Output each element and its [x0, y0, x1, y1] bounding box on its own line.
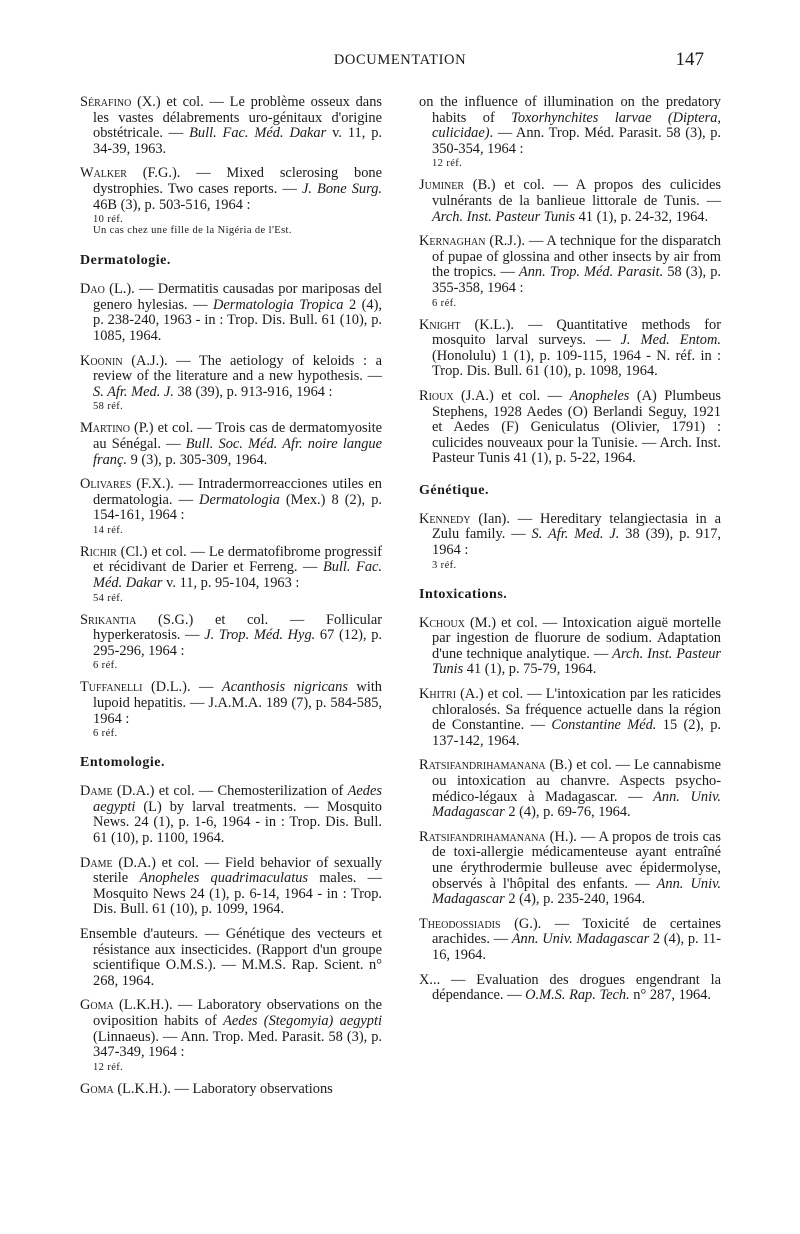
- entry-note: Un cas chez une fille de la Nigéria de l'Est.: [93, 225, 292, 237]
- bibliography-entry: [419, 178, 721, 225]
- bibliography-entry: [419, 318, 721, 380]
- entry-details: . — Ann. Trop. Méd. Parasit. 58 (3), p. 350-354, 1964 :: [432, 125, 721, 157]
- entry-text: X... — Evaluation des drogues engendrant la dépendance. —: [419, 971, 721, 1004]
- section-heading-entomologie: Entomologie.: [80, 755, 165, 771]
- entry-journal: Aedes aegypti: [93, 783, 382, 815]
- entry-references-count: 14 réf.: [93, 524, 124, 536]
- entry-text: Ensemble d'auteurs. — Génétique des vecteurs et résistance aux insecticides. (Rapport d'un groupe scientifique O.M.S.). — M.M.S. Rap. Scient. n° 268, 1964.: [80, 925, 382, 989]
- entry-author: Knight: [419, 316, 461, 333]
- entry-journal: O.M.S. Rap. Tech.: [525, 987, 630, 1004]
- entry-author: Kernaghan: [419, 233, 486, 250]
- left-pre-list: [80, 95, 382, 237]
- entry-journal: Bull. Fac. Méd. Dakar: [93, 559, 382, 592]
- entry-author: Martino: [80, 420, 130, 437]
- bibliography-entry: [80, 545, 382, 604]
- entry-details: 15 (2), p. 137-142, 1964.: [432, 717, 721, 749]
- entry-journal: J. Med. Entom.: [620, 332, 721, 349]
- entry-journal: Constantine Méd.: [551, 717, 657, 734]
- bibliography-entry: [419, 758, 721, 820]
- entry-author: Kchoux: [419, 614, 465, 631]
- entry-details: 41 (1), p. 24-32, 1964.: [574, 208, 709, 225]
- entry-details: 58 (3), p. 355-358, 1964 :: [432, 264, 721, 296]
- entry-journal: Bull. Fac. Méd. Dakar: [189, 125, 327, 142]
- bibliography-entry: [419, 973, 721, 1004]
- running-title: DOCUMENTATION: [333, 52, 467, 68]
- entry-text: (R.J.). — A technique for the disparatch of pupae of glossina and other insects by air from the tropics. —: [432, 233, 721, 281]
- entry-references-count: 54 réf.: [93, 592, 124, 604]
- entry-references-count: 6 réf.: [93, 728, 118, 740]
- entry-text: (J.A.) et col. —: [453, 387, 570, 404]
- entry-references-count: 10 réf.: [93, 214, 124, 226]
- bibliography-entry: [419, 616, 721, 678]
- section-heading-dermatologie: Dermatologie.: [80, 253, 171, 269]
- bibliography-entry: [419, 830, 721, 908]
- entry-author: Goma: [80, 997, 114, 1014]
- entry-text: (P.) et col. — Trois cas de dermatomyosite au Sénégal. —: [93, 420, 382, 452]
- entry-details: 46B (3), p. 503-516, 1964 :: [93, 196, 251, 213]
- right-column: [419, 95, 721, 1013]
- entry-author: Goma: [80, 1080, 114, 1097]
- entry-journal: Dermatologia: [199, 491, 280, 508]
- entry-details: (Linnaeus). — Ann. Trop. Med. Parasit. 58 (3), p. 347-349, 1964 :: [93, 1028, 382, 1061]
- bibliography-entry: [80, 421, 382, 468]
- bibliography-entry: [80, 166, 382, 237]
- entry-author: Juminer: [419, 177, 465, 194]
- entry-journal: S. Afr. Med. J.: [93, 383, 174, 400]
- entry-details: v. 11, p. 95-104, 1963 :: [162, 575, 300, 592]
- entry-author: Koonin: [80, 352, 123, 369]
- entry-journal: S. Afr. Med. J.: [531, 526, 620, 543]
- bibliography-entry: [419, 389, 721, 467]
- bibliography-entry: [419, 917, 721, 964]
- entry-references-count: 12 réf.: [432, 158, 463, 170]
- entry-journal: Anopheles: [569, 387, 630, 404]
- entry-text: on the influence of illumination on the predatory habits of: [419, 94, 721, 126]
- page-number: 147: [675, 49, 704, 70]
- entry-journal: Arch. Inst. Pasteur Tunis: [432, 645, 722, 678]
- bibliography-entry: [80, 95, 382, 157]
- entry-details: 9 (3), p. 305-309, 1964.: [126, 451, 268, 468]
- entry-text: (D.L.). —: [142, 679, 222, 696]
- entry-author: Dame: [80, 783, 113, 800]
- entry-text: (X.) et col. — Le problème osseux dans les vastes délabrements uro-génitaux d'origine obstétricale. —: [93, 94, 382, 142]
- entry-journal: J. Trop. Méd. Hyg.: [204, 627, 316, 644]
- entry-text: (Cl.) et col. — Le dermatofibrome progressif et récidivant de Darier et Ferreng. —: [93, 543, 382, 576]
- entry-author: Srikantia: [80, 611, 137, 628]
- entry-text: (M.) et col. — Intoxication aiguë mortelle par ingestion de fluorure de sodium. Adaptation d'une technique analytique. —: [432, 614, 721, 662]
- intoxications-list: [419, 616, 721, 1004]
- entry-text: (D.A.) et col. — Chemosterilization of: [112, 783, 348, 800]
- entry-details: v. 11, p. 34-39, 1963.: [93, 125, 382, 157]
- bibliography-entry: [80, 613, 382, 672]
- bibliography-entry: [80, 282, 382, 344]
- entry-details: 2 (4), p. 11-16, 1964.: [432, 931, 721, 963]
- entry-text: (H.). — A propos de trois cas de toxi-allergie médicamenteuse ayant entraîné une érythrodermie bulleuse avec épidermolyse, observés à l'hôpital des enfants. —: [432, 828, 721, 892]
- bibliography-entry: [80, 784, 382, 846]
- entry-details: 38 (39), p. 913-916, 1964 :: [173, 383, 333, 400]
- entry-journal: Aedes (Stegomyia) aegypti: [223, 1012, 383, 1029]
- entry-details: (L) by larval treatments. — Mosquito News. 24 (1), p. 1-6, 1964 - in : Trop. Dis. Bull. 61 (10), p. 1100, 1964.: [93, 798, 382, 846]
- right-pre-list: [419, 95, 721, 467]
- entry-text: (L.K.H.). — Laboratory observations: [113, 1080, 333, 1097]
- bibliography-entry: [419, 95, 721, 169]
- entry-text: (L.K.H.). — Laboratory observations on the oviposition habits of: [93, 997, 382, 1029]
- entry-text: (F.X.). — Intradermorreacciones utiles en dermatologia. —: [93, 476, 382, 508]
- bibliography-entry: [419, 512, 721, 571]
- entry-references-count: 58 réf.: [93, 401, 124, 413]
- entry-journal: Dermatologia Tropica: [212, 296, 344, 313]
- entry-text: (B.) et col. — Le cannabisme ou intoxication au chanvre. Aspects psycho-médico-légaux à Madagascar. —: [432, 757, 721, 805]
- page-header: [0, 49, 800, 74]
- entry-details: (A) Plumbeus Stephens, 1928 Aedes (O) Berlandi Seguy, 1921 et Aedes (F) Geniculatus (Olivier, 1791) : culicides nouveaux pour la Tunisie. — Arch. Inst. Pasteur Tunis 41 (1), p. 5-22, 1964.: [432, 387, 721, 467]
- entry-journal: Bull. Soc. Méd. Afr. noire langue franç.: [93, 435, 382, 468]
- entry-text: (D.A.) et col. — Field behavior of sexually sterile: [93, 854, 382, 887]
- entry-text: (L.). — Dermatitis causadas por mariposas del genero hylesias. —: [93, 281, 382, 313]
- entry-author: Ratsifandrihamanana: [419, 757, 546, 774]
- entry-journal: Ann. Univ. Madagascar: [432, 875, 721, 908]
- entry-text: (Ian). — Hereditary telangiectasia in a Zulu family. —: [432, 510, 721, 543]
- entry-journal: Arch. Inst. Pasteur Tunis: [432, 208, 575, 225]
- entry-details: 67 (12), p. 295-296, 1964 :: [93, 627, 382, 659]
- entry-journal: Ann. Trop. Méd. Parasit.: [518, 264, 664, 281]
- entry-author: Rioux: [419, 387, 454, 404]
- entry-author: Olivares: [80, 476, 132, 493]
- entry-author: Khitri: [419, 686, 457, 703]
- entry-author: Theodossiadis: [419, 915, 501, 932]
- entry-details: n° 287, 1964.: [629, 987, 712, 1004]
- entry-text: (G.). — Toxicité de certaines arachides. —: [432, 915, 721, 948]
- entry-references-count: 3 réf.: [432, 559, 457, 571]
- bibliography-entry: [80, 680, 382, 739]
- entry-text: (S.G.) et col. — Follicular hyperkeratosis. —: [93, 611, 382, 644]
- entry-details: 38 (39), p. 917, 1964 :: [432, 526, 721, 559]
- entry-text: (A.J.). — The aetiology of keloids : a review of the literature and a new hypothesis. —: [93, 352, 382, 385]
- entry-author: Walker: [80, 165, 127, 182]
- entry-text: (K.L.). — Quantitative methods for mosquito larval surveys. —: [432, 316, 721, 349]
- entry-journal: Ann. Univ. Madagascar: [511, 931, 650, 948]
- entry-references-count: 6 réf.: [93, 660, 118, 672]
- bibliography-entry: [80, 354, 382, 413]
- entry-details: (Mex.) 8 (2), p. 154-161, 1964 :: [93, 491, 382, 524]
- section-heading-genetique: Génétique.: [419, 482, 489, 498]
- entry-journal: J. Bone Surg.: [301, 180, 382, 197]
- entry-author: Dame: [80, 854, 113, 871]
- dermatologie-list: [80, 282, 382, 739]
- entry-author: Kennedy: [419, 510, 471, 527]
- entry-author: Dao: [80, 281, 105, 298]
- entry-details: males. — Mosquito News 24 (1), p. 6-14, 1964 - in : Trop. Dis. Bull. 61 (10), p. 1099, 1964.: [93, 870, 382, 918]
- entry-references-count: 12 réf.: [93, 1061, 124, 1073]
- bibliography-entry: [80, 477, 382, 536]
- entry-details: (Honolulu) 1 (1), p. 109-115, 1964 - N. réf. in : Trop. Dis. Bull. 61 (10), p. 1098, 1964.: [432, 347, 721, 380]
- entry-details: with lupoid hepatitis. — J.A.M.A. 189 (7), p. 584-585, 1964 :: [93, 679, 383, 727]
- entry-details: 2 (4), p. 235-240, 1964.: [504, 891, 646, 908]
- entomologie-list: [80, 784, 382, 1097]
- entry-text: (F.G.). — Mixed sclerosing bone dystrophies. Two cases reports. —: [93, 165, 382, 197]
- entry-author: Richir: [80, 543, 117, 560]
- entry-text: (A.) et col. — L'intoxication par les raticides chloralosés. Sa fréquence actuelle dans la région de Constantine. —: [432, 686, 721, 734]
- bibliography-entry: [80, 1082, 382, 1098]
- bibliography-entry: [80, 856, 382, 918]
- bibliography-entry: [80, 927, 382, 989]
- entry-author: Tuffanelli: [80, 679, 143, 696]
- entry-journal: Acanthosis nigricans: [221, 679, 348, 696]
- section-heading-intoxications: Intoxications.: [419, 586, 508, 602]
- entry-references-count: 6 réf.: [432, 297, 457, 309]
- entry-details: 41 (1), p. 75-79, 1964.: [463, 661, 597, 678]
- bibliography-entry: [419, 687, 721, 749]
- entry-details: 2 (4), p. 238-240, 1963 - in : Trop. Dis. Bull. 61 (10), p. 1085, 1964.: [93, 296, 382, 344]
- entry-text: (B.) et col. — A propos des culicides vulnérants de la banlieue littorale de Tunis. —: [432, 177, 721, 209]
- entry-journal: Anopheles quadrimaculatus: [139, 870, 309, 887]
- entry-journal: Ann. Univ. Madagascar: [432, 788, 721, 821]
- entry-journal: Toxorhynchites larvae (Diptera, culicidae): [432, 109, 722, 142]
- bibliography-entry: [80, 998, 382, 1072]
- entry-details: 2 (4), p. 69-76, 1964.: [504, 804, 631, 821]
- left-column: [80, 95, 382, 1106]
- bibliography-entry: [419, 234, 721, 308]
- entry-author: Ratsifandrihamanana: [419, 828, 546, 845]
- entry-author: Sérafino: [80, 94, 132, 110]
- genetique-list: [419, 512, 721, 571]
